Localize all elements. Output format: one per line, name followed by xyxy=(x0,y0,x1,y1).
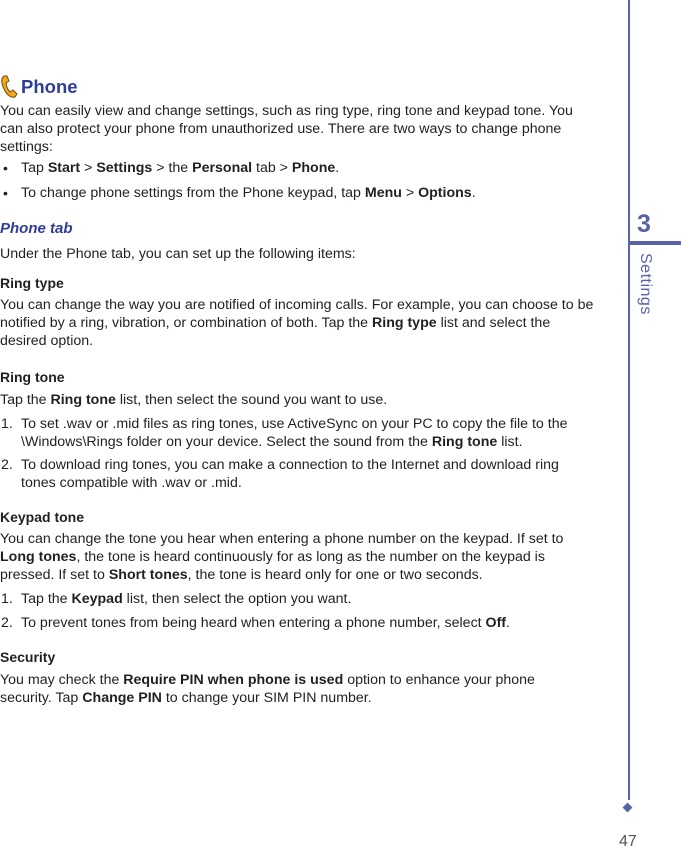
bullet-icon: • xyxy=(3,160,8,176)
chapter-label: Settings xyxy=(637,253,654,315)
chapter-tab-bar xyxy=(630,241,681,245)
section-intro: You can easily view and change settings, such as ring type, ring tone and keypad tone. You can also protect your phone from unauthorized use. There are two ways to change phone settings: xyxy=(0,103,573,155)
ring-tone-paragraph: Tap the Ring tone list, then select the sound you want to use. xyxy=(0,392,388,408)
keypad-tone-heading: Keypad tone xyxy=(0,509,85,525)
section-title: Phone xyxy=(21,76,78,97)
numbered-step: 2. To prevent tones from being heard when entering a phone number, select Off. xyxy=(1,615,510,631)
keypad-tone-paragraph: You can change the tone you hear when entering a phone number on the keypad. If set to Long tones, the tone is heard continuously for as long as the number on the keypad is pressed. If set to Short tones, the tone is heard only for one or two seconds. xyxy=(0,531,564,583)
numbered-step: 1. To set .wav or .mid files as ring tones, use ActiveSync on your PC to copy the file to the \Windows\Rings folder on your device. Select the sound from the Ring tone list. xyxy=(1,416,568,450)
numbered-step: 1. Tap the Keypad list, then select the option you want. xyxy=(1,591,352,607)
ring-type-heading: Ring type xyxy=(0,275,64,291)
subsection-title: Phone tab xyxy=(0,220,73,237)
chapter-number: 3 xyxy=(637,210,651,238)
ring-tone-heading: Ring tone xyxy=(0,369,65,385)
numbered-step: 2. To download ring tones, you can make a connection to the Internet and download ring tones compatible with .wav or .mid. xyxy=(1,457,559,491)
bullet-icon: • xyxy=(3,185,8,201)
diamond-icon xyxy=(623,803,633,813)
security-paragraph: You may check the Require PIN when phone is used option to enhance your phone security. Tap Change PIN to change your SIM PIN number. xyxy=(0,672,535,706)
phone-handset-icon xyxy=(0,75,18,99)
subsection-intro: Under the Phone tab, you can set up the following items: xyxy=(0,246,356,262)
ring-type-paragraph: You can change the way you are notified of incoming calls. For example, you can choose to be notified by a ring, vibration, or combination of both. Tap the Ring type list and select the desired option. xyxy=(0,297,594,349)
section-title-row xyxy=(0,74,78,100)
security-heading: Security xyxy=(0,649,56,665)
page-number: 47 xyxy=(619,833,637,850)
sidebar-rail xyxy=(628,0,630,800)
